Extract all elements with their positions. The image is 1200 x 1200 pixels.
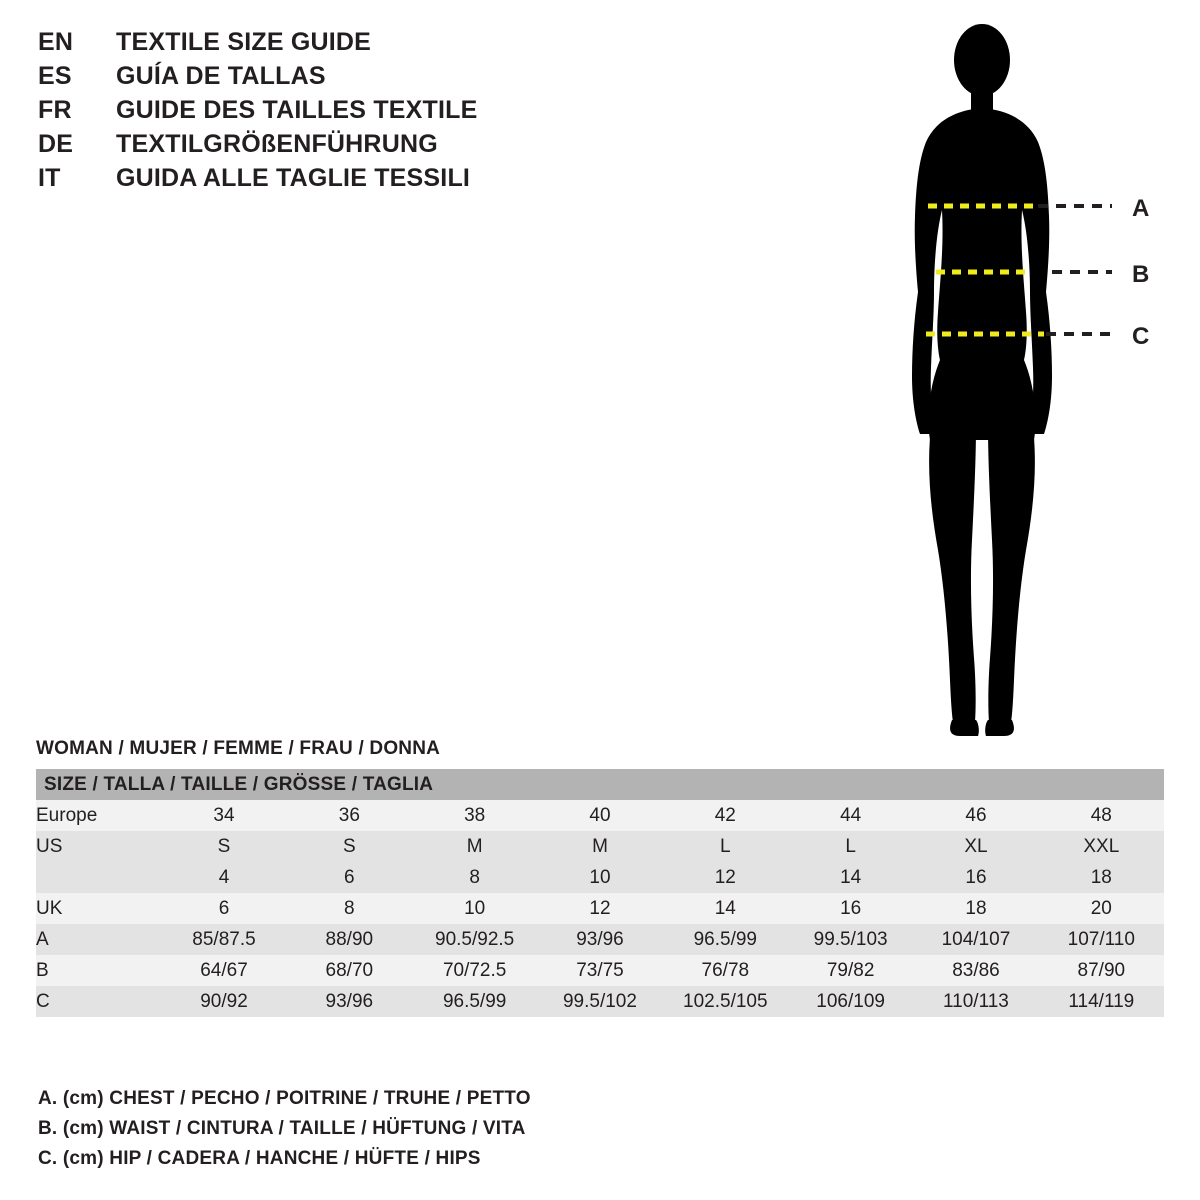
cell: 106/109 <box>788 986 913 1017</box>
cell: 4 <box>161 862 286 893</box>
cell: 34 <box>161 800 286 831</box>
cell: L <box>788 831 913 862</box>
language-row <box>38 62 658 96</box>
size-table-block <box>36 738 1164 1017</box>
female-body-figure <box>860 20 1180 740</box>
cell: 90/92 <box>161 986 286 1017</box>
measure-letter-b: B <box>1132 261 1150 288</box>
footnote-chest: A. (cm) CHEST / PECHO / POITRINE / TRUHE / PETTO <box>38 1088 531 1109</box>
cell: 40 <box>537 800 662 831</box>
cell: 8 <box>412 862 537 893</box>
language-header-block <box>38 28 658 198</box>
language-title: GUIDA ALLE TAGLIE TESSILI <box>116 164 471 192</box>
row-label: A <box>36 924 161 955</box>
row-label: UK <box>36 893 161 924</box>
cell: 88/90 <box>287 924 412 955</box>
cell: L <box>663 831 788 862</box>
cell: 36 <box>287 800 412 831</box>
language-title: TEXTILE SIZE GUIDE <box>116 28 372 56</box>
cell: 85/87.5 <box>161 924 286 955</box>
cell: 20 <box>1039 893 1164 924</box>
female-silhouette-icon <box>860 20 1180 740</box>
cell: 93/96 <box>537 924 662 955</box>
cell: 83/86 <box>913 955 1038 986</box>
cell: 46 <box>913 800 1038 831</box>
cell: 99.5/102 <box>537 986 662 1017</box>
cell: 44 <box>788 800 913 831</box>
cell: 14 <box>788 862 913 893</box>
row-label: US <box>36 831 161 862</box>
cell: 16 <box>913 862 1038 893</box>
cell: 70/72.5 <box>412 955 537 986</box>
cell: 96.5/99 <box>412 986 537 1017</box>
row-label: B <box>36 955 161 986</box>
table-row <box>36 924 1164 955</box>
cell: 10 <box>412 893 537 924</box>
language-row <box>38 96 658 130</box>
cell: 73/75 <box>537 955 662 986</box>
gender-title: WOMAN / MUJER / FEMME / FRAU / DONNA <box>36 738 441 759</box>
size-table <box>36 769 1164 1017</box>
cell: 79/82 <box>788 955 913 986</box>
language-row <box>38 130 658 164</box>
cell: 16 <box>788 893 913 924</box>
language-code: DE <box>38 130 74 158</box>
cell: 90.5/92.5 <box>412 924 537 955</box>
language-title: GUIDE DES TAILLES TEXTILE <box>116 96 478 124</box>
measure-letter-c: C <box>1132 323 1150 350</box>
cell: 87/90 <box>1039 955 1164 986</box>
table-row <box>36 986 1164 1017</box>
row-label <box>36 862 161 893</box>
cell: 12 <box>537 893 662 924</box>
table-header-label: SIZE / TALLA / TAILLE / GRÖSSE / TAGLIA <box>36 769 1164 800</box>
table-row <box>36 800 1164 831</box>
cell: 6 <box>287 862 412 893</box>
cell: 18 <box>1039 862 1164 893</box>
cell: 110/113 <box>913 986 1038 1017</box>
language-row <box>38 28 658 62</box>
cell: 99.5/103 <box>788 924 913 955</box>
cell: 114/119 <box>1039 986 1164 1017</box>
table-row <box>36 831 1164 862</box>
cell: 48 <box>1039 800 1164 831</box>
language-code: IT <box>38 164 61 192</box>
language-code: EN <box>38 28 74 56</box>
cell: 10 <box>537 862 662 893</box>
cell: XXL <box>1039 831 1164 862</box>
cell: 107/110 <box>1039 924 1164 955</box>
footnotes-block <box>38 1088 738 1178</box>
cell: M <box>537 831 662 862</box>
cell: 42 <box>663 800 788 831</box>
cell: 93/96 <box>287 986 412 1017</box>
cell: 8 <box>287 893 412 924</box>
table-header-row <box>36 769 1164 800</box>
language-code: ES <box>38 62 72 90</box>
cell: XL <box>913 831 1038 862</box>
cell: 14 <box>663 893 788 924</box>
table-row <box>36 955 1164 986</box>
cell: 18 <box>913 893 1038 924</box>
cell: 6 <box>161 893 286 924</box>
language-row <box>38 164 658 198</box>
row-label: Europe <box>36 800 161 831</box>
table-row <box>36 893 1164 924</box>
cell: M <box>412 831 537 862</box>
cell: 76/78 <box>663 955 788 986</box>
language-title: TEXTILGRÖßENFÜHRUNG <box>116 130 438 158</box>
cell: 38 <box>412 800 537 831</box>
row-label: C <box>36 986 161 1017</box>
language-code: FR <box>38 96 72 124</box>
cell: 104/107 <box>913 924 1038 955</box>
cell: 96.5/99 <box>663 924 788 955</box>
language-title: GUÍA DE TALLAS <box>116 62 326 90</box>
cell: 12 <box>663 862 788 893</box>
footnote-hip: C. (cm) HIP / CADERA / HANCHE / HÜFTE / HIPS <box>38 1148 481 1169</box>
footnote-waist: B. (cm) WAIST / CINTURA / TAILLE / HÜFTUNG / VITA <box>38 1118 526 1139</box>
cell: 102.5/105 <box>663 986 788 1017</box>
cell: S <box>287 831 412 862</box>
cell: 64/67 <box>161 955 286 986</box>
cell: S <box>161 831 286 862</box>
table-row <box>36 862 1164 893</box>
measure-letter-a: A <box>1132 195 1150 222</box>
cell: 68/70 <box>287 955 412 986</box>
